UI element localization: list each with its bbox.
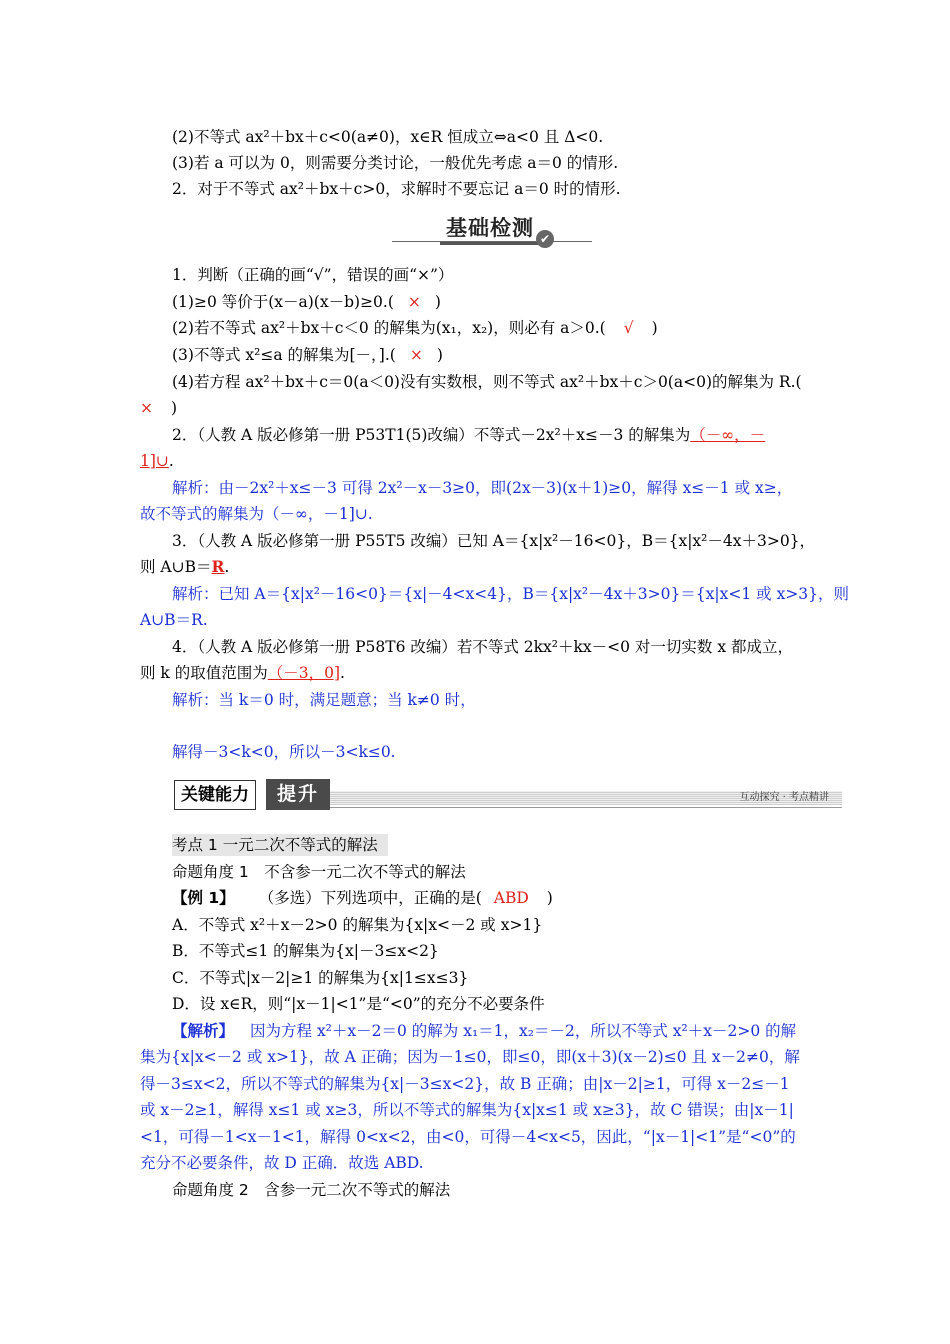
option-b: B．不等式≤1 的解集为{x|－3≤x<2} [172,942,439,960]
banner-rule [330,807,842,808]
solution-line-1: 【解析】 因为方程 x²＋x－2＝0 的解为 x₁＝1，x₂＝－2，所以不等式 x²＋x－2>0 的解 [172,1022,797,1040]
note-line-3: 2．对于不等式 ax²＋bx＋c>0，求解时不要忘记 a＝0 时的情形. [172,180,621,198]
q4-stem-1: 4．（人教 A 版必修第一册 P58T6 改编）若不等式 2kx²＋kx－<0 对一切实数 x 都成立， [172,638,794,656]
section-subtitle: 互动探究 · 考点精讲 [739,792,829,803]
solution-line-5: <1，可得－1<x－1<1，解得 0<x<2，由<0，可得－4<x<5，因此，“|x－1|<1”是“<0”的 [140,1128,796,1146]
q1-item-4-mark: × ) [140,399,178,417]
q2-answer-a: （－∞，－ [690,426,766,444]
solution-line-6: 充分不必要条件，故 D 正确．故选 ABD. [140,1154,424,1172]
solution-line-2: 集为{x|x<－2 或 x>1}，故 A 正确；因为－1≤0，即≤0，即(x＋3)(x－2)≤0 且 x－2≠0，解 [140,1048,800,1066]
check-icon: ✔ [536,230,554,248]
q2-explanation-2: 故不等式的解集为（－∞，－1]∪. [140,505,373,523]
q1-item-3: (3)不等式 x²≤a 的解集为[－，].( × ) [172,346,443,364]
q1-item-4: (4)若方程 ax²＋bx＋c＝0(a＜0)没有实数根，则不等式 ax²＋bx＋c＞0(a<0)的解集为 R.( [172,373,802,391]
angle-1-heading: 命题角度 1 不含参一元二次不等式的解法 [172,863,466,881]
note-line-1: (2)不等式 ax²＋bx＋c<0(a≠0)，x∈R 恒成立⇔a<0 且 Δ<0. [172,128,604,146]
q3-answer: R [211,557,225,576]
q2-explanation-1: 解析：由－2x²＋x≤－3 可得 2x²－x－3≥0，即(2x－3)(x＋1)≥0，解得 x≤－1 或 x≥， [172,479,793,497]
q1-item-1: (1)≥0 等价于(x－a)(x－b)≥0.( × ) [172,293,441,311]
judge-mark: × [140,399,153,417]
q2-answer-line: 1]∪. [140,452,174,470]
q4-explanation-2: 解得－3<k<0，所以－3<k≤0. [172,743,396,761]
judge-mark: √ [623,319,634,337]
q4-stem-2: 则 k 的取值范围为（－3，0]. [140,664,345,682]
q1-stem: 1．判断（正确的画“√”，错误的画“×”） [172,266,454,284]
option-c: C．不等式|x－2|≥1 的解集为{x|1≤x≤3} [172,969,469,987]
solution-line-3: 得－3≤x<2，所以不等式的解集为{x|－3≤x<2}，故 B 正确；由|x－2|≥1，可得 x－2≤－1 [140,1075,790,1093]
banner-rule [392,241,592,242]
q2-answer-b: 1]∪ [140,452,169,470]
judge-mark: × [409,346,423,364]
example-1-stem: 【例 1】 （多选）下列选项中，正确的是( ABD ) [172,889,553,907]
q3-explanation-2: A∪B＝R. [140,611,208,629]
q4-answer: （－3，0] [267,664,341,682]
q1-item-2: (2)若不等式 ax²＋bx＋c＜0 的解集为(x₁，x₂)，则必有 a＞0.( √ ) [172,319,658,337]
example-tag: 【例 1】 [172,889,235,907]
option-a: A．不等式 x²＋x－2>0 的解集为{x|x<－2 或 x>1} [172,916,543,934]
q3-stem-1: 3．（人教 A 版必修第一册 P55T5 改编）已知 A＝{x|x²－16<0}，B＝{x|x²－4x＋3>0}， [172,532,816,550]
section-banner-ability [172,778,845,812]
solution-line-4: 或 x－2≥1，解得 x≤1 或 x≥3，所以不等式的解集为{x|x≤1 或 x≥3}，故 C 错误；由|x－1| [140,1101,794,1119]
solution-tag: 【解析】 [172,1022,235,1040]
section-title: 基础检测 [440,212,540,245]
example-answer: ABD [493,889,529,907]
angle-2-heading: 命题角度 2 含参一元二次不等式的解法 [172,1181,451,1199]
q2-stem: 2．（人教 A 版必修第一册 P53T1(5)改编）不等式－2x²＋x≤－3 的解集为（－∞，－ [172,426,766,444]
q3-stem-2: 则 A∪B＝R. [140,557,230,576]
note-line-2: (3)若 a 可以为 0，则需要分类讨论，一般优先考虑 a＝0 的情形. [172,154,619,172]
kaodian-heading: 考点 1 一元二次不等式的解法 [172,834,388,856]
section-label: 关键能力 [174,780,256,810]
section-banner-basic [392,212,592,252]
section-box: 提升 [266,779,330,810]
q4-explanation-1: 解析：当 k＝0 时，满足题意；当 k≠0 时， [172,691,476,709]
q3-explanation-1: 解析：已知 A＝{x|x²－16<0}＝{x|－4<x<4}，B＝{x|x²－4x＋3>0}＝{x|x<1 或 x>3}，则 [172,585,850,603]
option-d: D．设 x∈R，则“|x－1|<1”是“<0”的充分不必要条件 [172,995,545,1013]
judge-mark: × [407,293,421,311]
